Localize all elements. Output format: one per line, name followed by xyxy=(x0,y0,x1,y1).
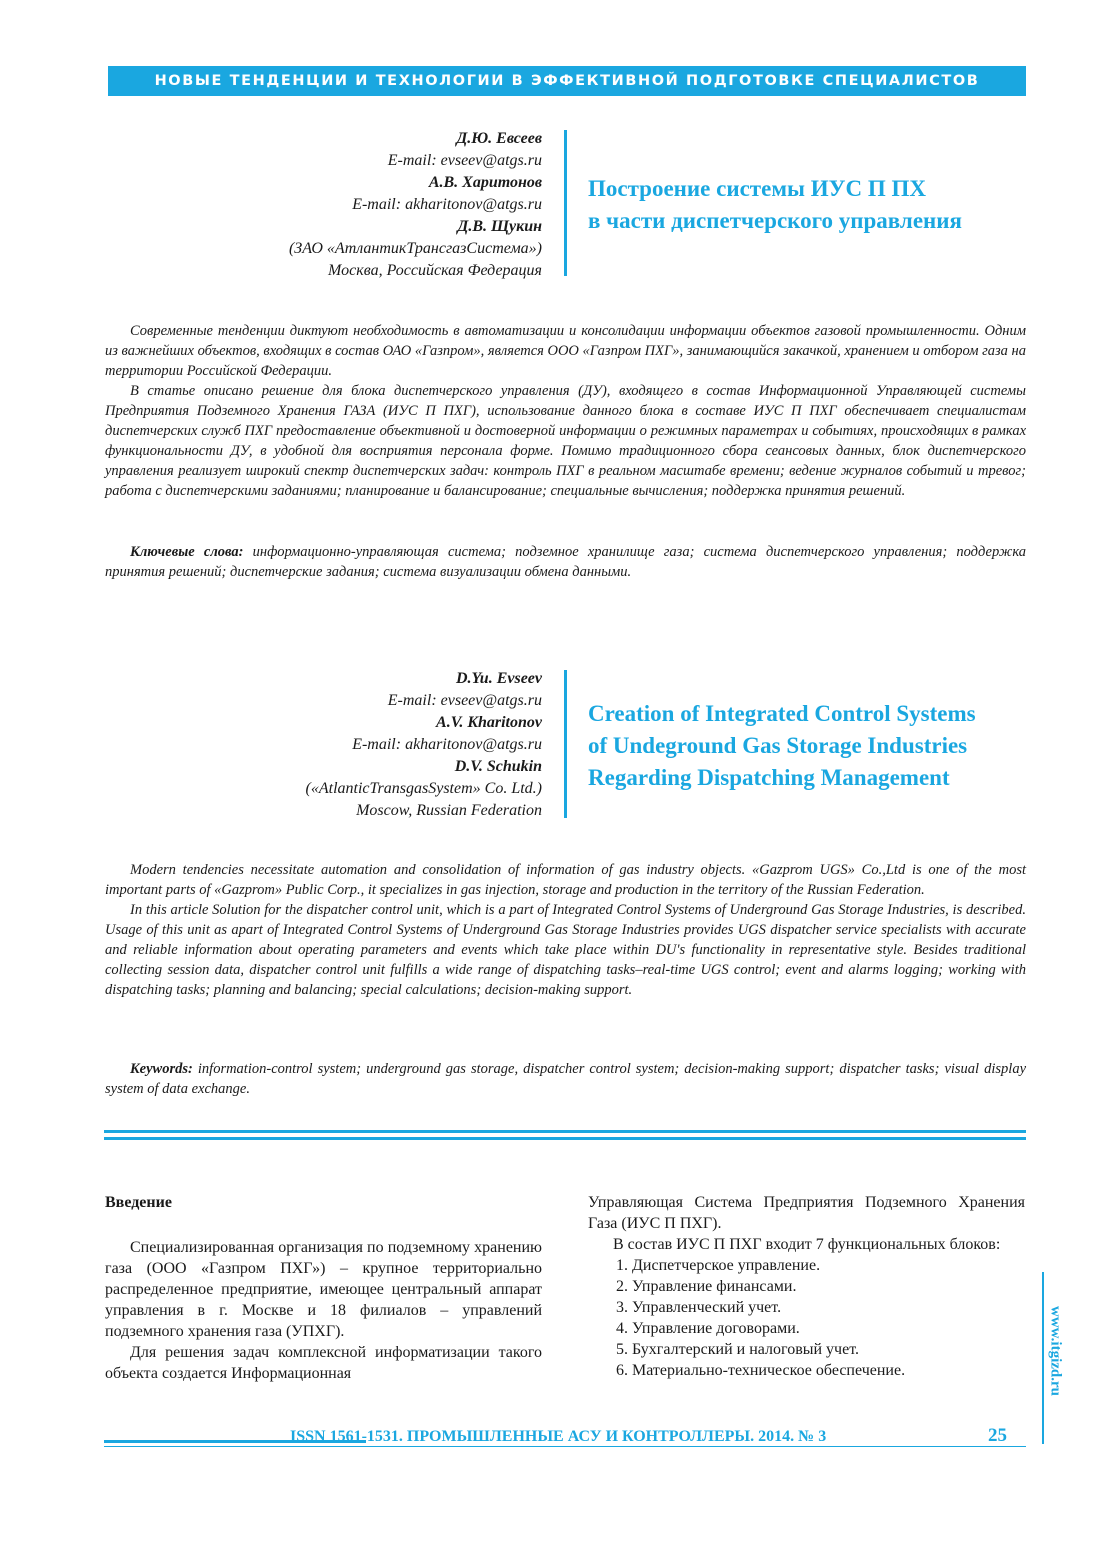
ru-title-line: в части диспетчерского управления xyxy=(588,208,962,233)
en-abstract xyxy=(105,860,1026,1000)
ru-keywords-label: Ключевые слова: xyxy=(130,544,244,560)
en-author-name: D.Yu. Evseev xyxy=(455,670,542,687)
ru-author-name: А.В. Харитонов xyxy=(428,174,542,191)
en-authors-block xyxy=(200,668,542,822)
body-paragraph: Специализированная организация по подземному хранению газа (ООО «Газпром ПХГ») – крупное территориально распределенное предприятие, имеющее центральный аппарат управления в г. Москве и 18 филиалов – управлений подземного хранения газа (УПХГ). xyxy=(105,1239,542,1340)
en-author-org: («AtlanticTransgasSystem» Co. Ltd.) xyxy=(305,780,542,797)
ru-abstract-paragraph: В статье описано решение для блока диспетчерского управления (ДУ), входящего в состав Информационной Управляющей системы Предприятия Подземного Хранения ГАЗА (ИУС П ПХГ), использование данного блока в составе ИУС П ПХГ обеспечивает специалистам диспетчерских служб ПХГ предоставление объективной и достоверной информации о режимных параметрах и событиях, происходящих в рамках функциональности ДУ, в удобной для восприятия персонала форме. Помимо традиционного сбора сеансовых данных, блок диспетчерского управления реализует широкий спектр диспетчерских задач: контроль ПХГ в реальном масштабе времени; ведение журналов событий и тревог; работа с диспетчерскими заданиями; планирование и балансирование; специальные вычисления; поддержка принятия решений. xyxy=(105,383,1026,499)
list-item: 1. Диспетчерское управление. xyxy=(616,1257,821,1274)
ru-title-divider xyxy=(564,130,567,276)
side-rule xyxy=(1042,1272,1044,1444)
en-title-line: Creation of Integrated Control Systems xyxy=(588,701,976,726)
en-article-title xyxy=(588,698,976,794)
en-keywords-text: information-control system; underground gas storage, dispatcher control system; decision-making support; dispatcher tasks; visual display system of data exchange. xyxy=(105,1061,1026,1097)
en-title-line: Regarding Dispatching Management xyxy=(588,765,950,790)
en-author-name: D.V. Schukin xyxy=(454,758,542,775)
side-url-link[interactable]: www.itgizd.ru xyxy=(1047,1306,1064,1396)
en-keywords-label: Keywords: xyxy=(130,1061,193,1077)
en-title-divider xyxy=(564,670,567,818)
ru-authors-block xyxy=(200,128,542,282)
section-divider-bottom xyxy=(104,1137,1026,1140)
body-right-column xyxy=(588,1192,1025,1381)
list-item: 3. Управленческий учет. xyxy=(616,1299,782,1316)
list-item: 5. Бухгалтерский и налоговый учет. xyxy=(616,1341,859,1358)
ru-keywords-text: информационно-управляющая система; подземное хранилище газа; система диспетчерского управления; поддержка принятия решений; диспетчерские задания; система визуализации обмена данными. xyxy=(105,544,1026,580)
journal-footer: ISSN 1561-1531. ПРОМЫШЛЕННЫЕ АСУ И КОНТРОЛЛЕРЫ. 2014. № 3 xyxy=(290,1428,827,1445)
en-keywords xyxy=(105,1059,1026,1099)
ru-author-name: Д.В. Щукин xyxy=(457,218,542,235)
section-banner: НОВЫЕ ТЕНДЕНЦИИ И ТЕХНОЛОГИИ В ЭФФЕКТИВНОЙ ПОДГОТОВКЕ СПЕЦИАЛИСТОВ xyxy=(108,66,1026,96)
ru-title-line: Построение системы ИУС П ПХ xyxy=(588,176,926,201)
en-author-city: Moscow, Russian Federation xyxy=(356,802,542,819)
body-paragraph: Для решения задач комплексной информатизации такого объекта создается Информационная xyxy=(105,1344,542,1382)
ru-author-city: Москва, Российская Федерация xyxy=(328,262,542,279)
en-author-email: E-mail: evseev@atgs.ru xyxy=(387,692,542,709)
body-left-column xyxy=(105,1192,542,1384)
body-paragraph: В состав ИУС П ПХГ входит 7 функциональных блоков: xyxy=(613,1236,1001,1253)
ru-abstract-paragraph: Современные тенденции диктуют необходимость в автоматизации и консолидации информации объектов газовой промышленности. Одним из важнейших объектов, входящих в состав ОАО «Газпром», является ООО «Газпром ПХГ», занимающийся закачкой, хранением и отбором газа на территории Российской Федерации. xyxy=(105,323,1026,379)
ru-article-title xyxy=(588,173,962,237)
body-paragraph: Управляющая Система Предприятия Подземного Хранения Газа (ИУС П ПХГ). xyxy=(588,1194,1025,1232)
ru-abstract xyxy=(105,321,1026,501)
ru-keywords xyxy=(105,542,1026,582)
intro-heading: Введение xyxy=(105,1194,172,1211)
function-blocks-list xyxy=(588,1255,1025,1381)
en-author-email: E-mail: akharitonov@atgs.ru xyxy=(352,736,542,753)
ru-author-org: (ЗАО «АтлантикТрансгазСистема») xyxy=(288,240,542,257)
ru-author-name: Д.Ю. Евсеев xyxy=(456,130,542,147)
ru-author-email: E-mail: akharitonov@atgs.ru xyxy=(352,196,542,213)
side-url-block[interactable] xyxy=(1045,1286,1065,1416)
page-number: 25 xyxy=(988,1425,1007,1446)
list-item: 6. Материально-техническое обеспечение. xyxy=(616,1362,906,1379)
en-abstract-paragraph: Modern tendencies necessitate automation and consolidation of information of gas industry objects. «Gazprom UGS» Co.,Ltd is one of the most important parts of «Gazprom» Public Corp., it specializes in gas injection, storage and production in the territory of the Russian Federation. xyxy=(105,862,1026,898)
list-item: 4. Управление договорами. xyxy=(616,1320,800,1337)
footer-rule xyxy=(104,1446,1026,1447)
en-title-line: of Undeground Gas Storage Industries xyxy=(588,733,968,758)
en-author-name: A.V. Kharitonov xyxy=(436,714,542,731)
section-divider-top xyxy=(104,1130,1026,1133)
en-abstract-paragraph: In this article Solution for the dispatcher control unit, which is a part of Integrated Control Systems of Underground Gas Storage Industries, is described. Usage of this unit as apart of Integrated Control Systems of Underground Gas Storage Industries provides UGS dispatcher service specialists with accurate and reliable information about operating parameters and events which take place within DU's functionality in representative style. Besides traditional collecting session data, dispatcher control unit fulfills a wide range of dispatching tasks–real-time UGS control; event and alarms logging; working with dispatching tasks; planning and balancing; special calculations; decision-making support. xyxy=(105,902,1026,998)
ru-author-email: E-mail: evseev@atgs.ru xyxy=(387,152,542,169)
list-item: 2. Управление финансами. xyxy=(616,1278,797,1295)
